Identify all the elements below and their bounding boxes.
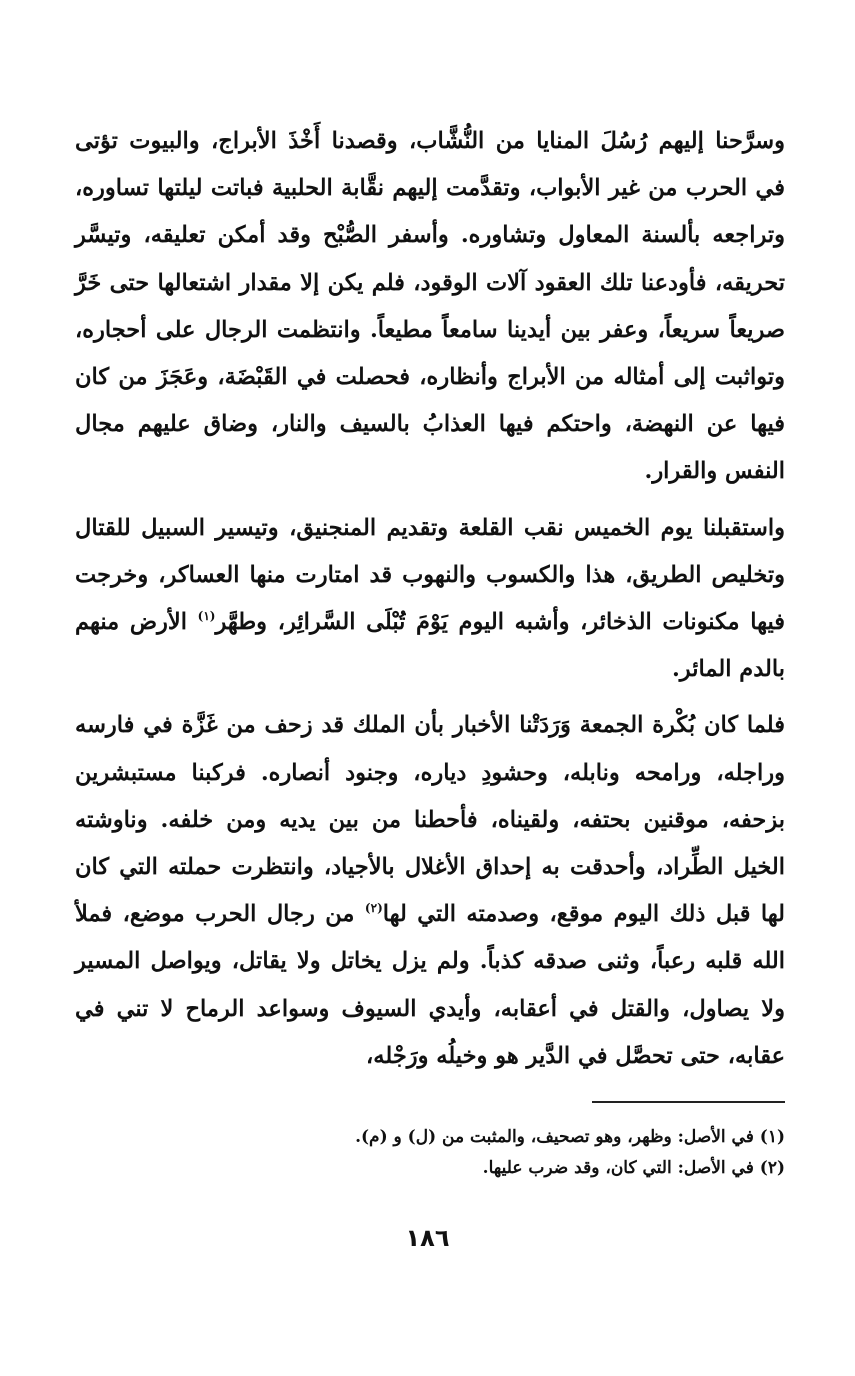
footnote-divider [592,1101,785,1103]
paragraph-3 [75,702,785,1080]
paragraph-2-text: واستقبلنا يوم الخميس نقب القلعة وتقديم المنجنيق، وتيسير السبيل للقتال وتخليص الطريق، هذا والكسوب والنهوب قد امتارت منها العساكر، وخرجت فيها مكنونات الذخائر، وأشبه اليوم يَوْمَ تُبْلَى السَّرائِر، وطهَّر [75,514,785,636]
footnote-ref-2[interactable]: (٢) [364,901,383,916]
main-text [75,118,785,1080]
paragraph-1-text: وسرَّحنا إليهم رُسُلَ المنايا من النُّشَّاب، وقصدنا أَخْذَ الأبراج، والبيوت تؤتى في الحرب من غير الأبواب، وتقدَّمت إليهم نقَّابة الحلبية فباتت ليلتها تساوره، وتراجعه بألسنة المعاول وتشاوره. وأسفر الصُّبْح وقد أمكن تعليقه، وتيسَّر تحريقه، فأودعنا تلك العقود آلات الوقود، فلم يكن إلا مقدار اشتعالها حتى خَرَّ صريعاً سريعاً، وعفر بين أيدينا سامعاً مطيعاً. وانتظمت الرجال على أحجاره، وتواثبت إلى أمثاله من الأبراج وأنظاره، فحصلت في القَبْضَة، وعَجَزَ من كان فيها عن النهضة، واحتكم فيها العذابُ بالسيف والنار، وضاق عليهم مجال النفس والقرار. [75,128,785,485]
paragraph-2-tail: الأرض منهم بالدم المائر. [75,609,785,683]
footnote-1: (١) في الأصل: وظهر، وهو تصحيف، والمثبت من (ل) و (م). [355,1127,785,1147]
paragraph-3-continued: الحرب موضع، فملأ الله قلبه رعباً، وثنى صدقه كذباً. ولم يزل يخاتل ولا يقاتل، ويواصل المسير ولا يصاول، والقتل في أعقابه، وأيدي السيوف وسواعد الرماح لا تني في عقابه، حتى تحصَّل في الدَّير هو وخيلُه ورَجْله، [75,901,785,1069]
paragraph-2 [75,505,785,694]
footnote-ref-1[interactable]: (١) [197,609,216,624]
footnote-2: (٢) في الأصل: التي كان، وقد ضرب عليها. [482,1158,785,1178]
paragraph-3-tail: من رجال [266,901,355,928]
paragraph-1 [75,118,785,496]
footnotes [75,1122,785,1184]
page-number: ١٨٦ [405,1224,450,1252]
paragraph-3-text: فلما كان بُكْرة الجمعة وَرَدَتْنا الأخبار بأن الملك قد زحف من غَزَّة في فارسه وراجله، ورامحه ونابله، وحشودِ دياره، وجنود أنصاره. فركبنا مستبشرين بزحفه، موقنين بحتفه، ولقيناه، فأحطنا من بين يديه ومن خلفه. وناوشته الخيل الطِّراد، وأحدقت به إحداق الأغلال بالأجياد، وانتظرت حملته التي كان لها قبل ذلك اليوم موقع، وصدمته التي لها [75,712,785,928]
